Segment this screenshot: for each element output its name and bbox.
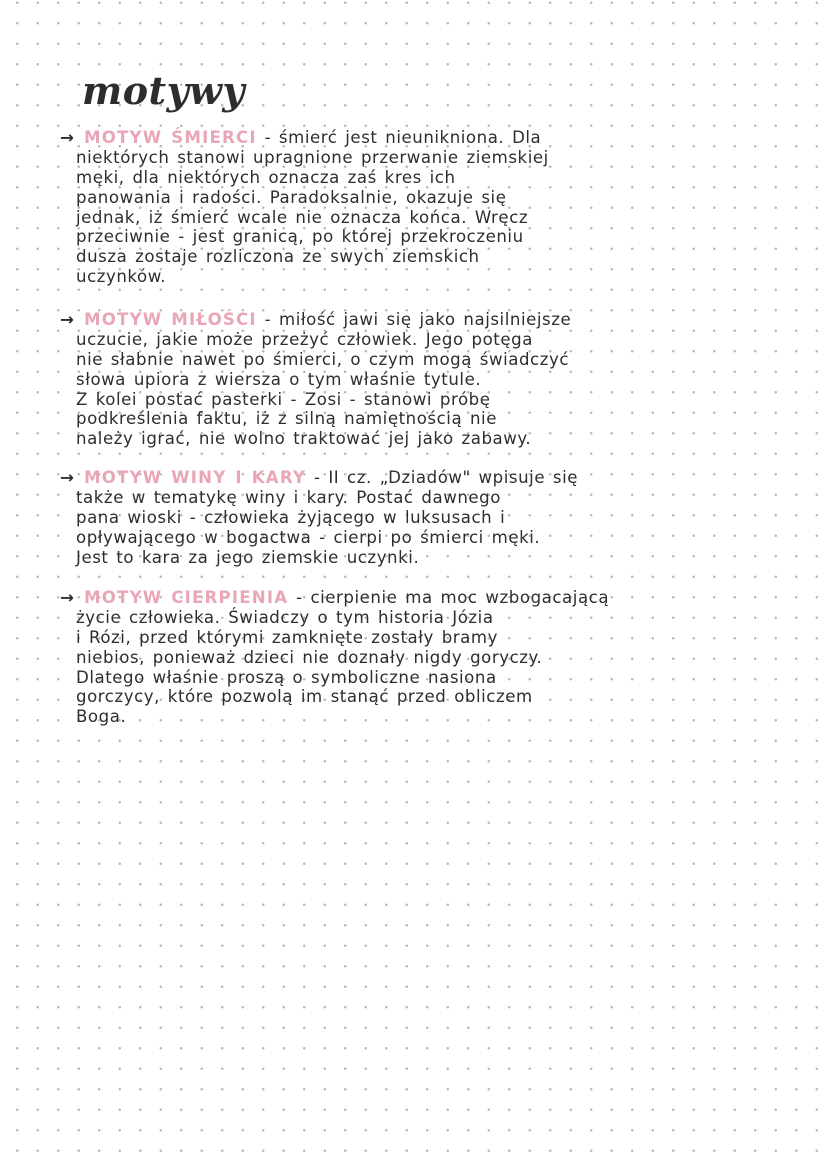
text-line: - II cz. „Dziadów" wpisuje się bbox=[306, 468, 579, 487]
section-heading: MOTYW CIERPIENIA bbox=[84, 588, 289, 607]
text-line: Dlatego właśnie proszą o symboliczne nasiona bbox=[76, 667, 497, 687]
text-line: Jest to kara za jego ziemskie uczynki. bbox=[76, 547, 420, 567]
text-line: - śmierć jest nieunikniona. Dla bbox=[256, 128, 542, 147]
text-line: niebios, ponieważ dzieci nie doznały nigdy goryczy. bbox=[76, 647, 543, 667]
text-line: życie człowieka. Świadczy o tym historia Józia bbox=[76, 607, 494, 627]
arrow-right-icon: → bbox=[60, 128, 75, 147]
arrow-right-icon: → bbox=[60, 310, 75, 329]
text-line: dusza zostaje rozliczona ze swych ziemskich bbox=[76, 247, 480, 267]
text-line: Boga. bbox=[76, 707, 127, 727]
section-first-line bbox=[60, 128, 750, 148]
section-motyw-milosci bbox=[60, 310, 750, 449]
text-line: opływającego w bogactwa - cierpi po śmierci męki. bbox=[76, 527, 541, 547]
text-line: także w tematykę winy i kary. Postać dawnego bbox=[76, 487, 501, 507]
text-line: niektórych stanowi upragnione przerwanie ziemskiej bbox=[76, 147, 549, 167]
section-first-line bbox=[60, 468, 750, 488]
text-line: gorczycy, które pozwolą im stanąć przed obliczem bbox=[76, 687, 533, 707]
text-line: uczynków. bbox=[76, 267, 167, 287]
arrow-right-icon: → bbox=[60, 588, 75, 607]
text-line: podkreślenia faktu, iż z silną namiętnością nie bbox=[76, 409, 497, 429]
text-line: uczucie, jakie może przeżyć człowiek. Jego potęga bbox=[76, 329, 533, 349]
section-heading: MOTYW WINY I KARY bbox=[84, 468, 307, 487]
text-line: - cierpienie ma moc wzbogacającą bbox=[288, 588, 610, 607]
text-line: panowania i radości. Paradoksalnie, okazuje się bbox=[76, 187, 507, 207]
section-first-line bbox=[60, 310, 750, 330]
section-motyw-cierpienia bbox=[60, 588, 750, 727]
text-line: przeciwnie - jest granicą, po której przekroczeniu bbox=[76, 227, 524, 247]
text-line: pana wioski - człowieka żyjącego w luksusach i bbox=[76, 507, 506, 527]
text-line: męki, dla niektórych oznacza zaś kres ich bbox=[76, 167, 456, 187]
section-heading: MOTYW MIŁOŚCI bbox=[84, 310, 257, 329]
section-first-line bbox=[60, 588, 750, 608]
text-line: nie słabnie nawet po śmierci, o czym mogą świadczyć bbox=[76, 349, 570, 369]
section-motyw-winy-i-kary bbox=[60, 468, 750, 567]
page-title: motywy bbox=[82, 68, 245, 113]
text-line: Z kolei postać pasterki - Zosi - stanowi próbę bbox=[76, 389, 491, 409]
text-line: słowa upiora z wiersza o tym właśnie tytule. bbox=[76, 369, 482, 389]
section-heading: MOTYW ŚMIERCI bbox=[84, 128, 257, 147]
text-line: i Rózi, przed którymi zamknięte zostały bramy bbox=[76, 627, 498, 647]
text-line: należy igrać, nie wolno traktować jej jako zabawy. bbox=[76, 429, 532, 449]
section-motyw-smierci bbox=[60, 128, 750, 287]
arrow-right-icon: → bbox=[60, 468, 75, 487]
text-line: - miłość jawi się jako najsilniejsze bbox=[256, 310, 572, 329]
text-line: jednak, iż śmierć wcale nie oznacza końca. Wręcz bbox=[76, 207, 529, 227]
